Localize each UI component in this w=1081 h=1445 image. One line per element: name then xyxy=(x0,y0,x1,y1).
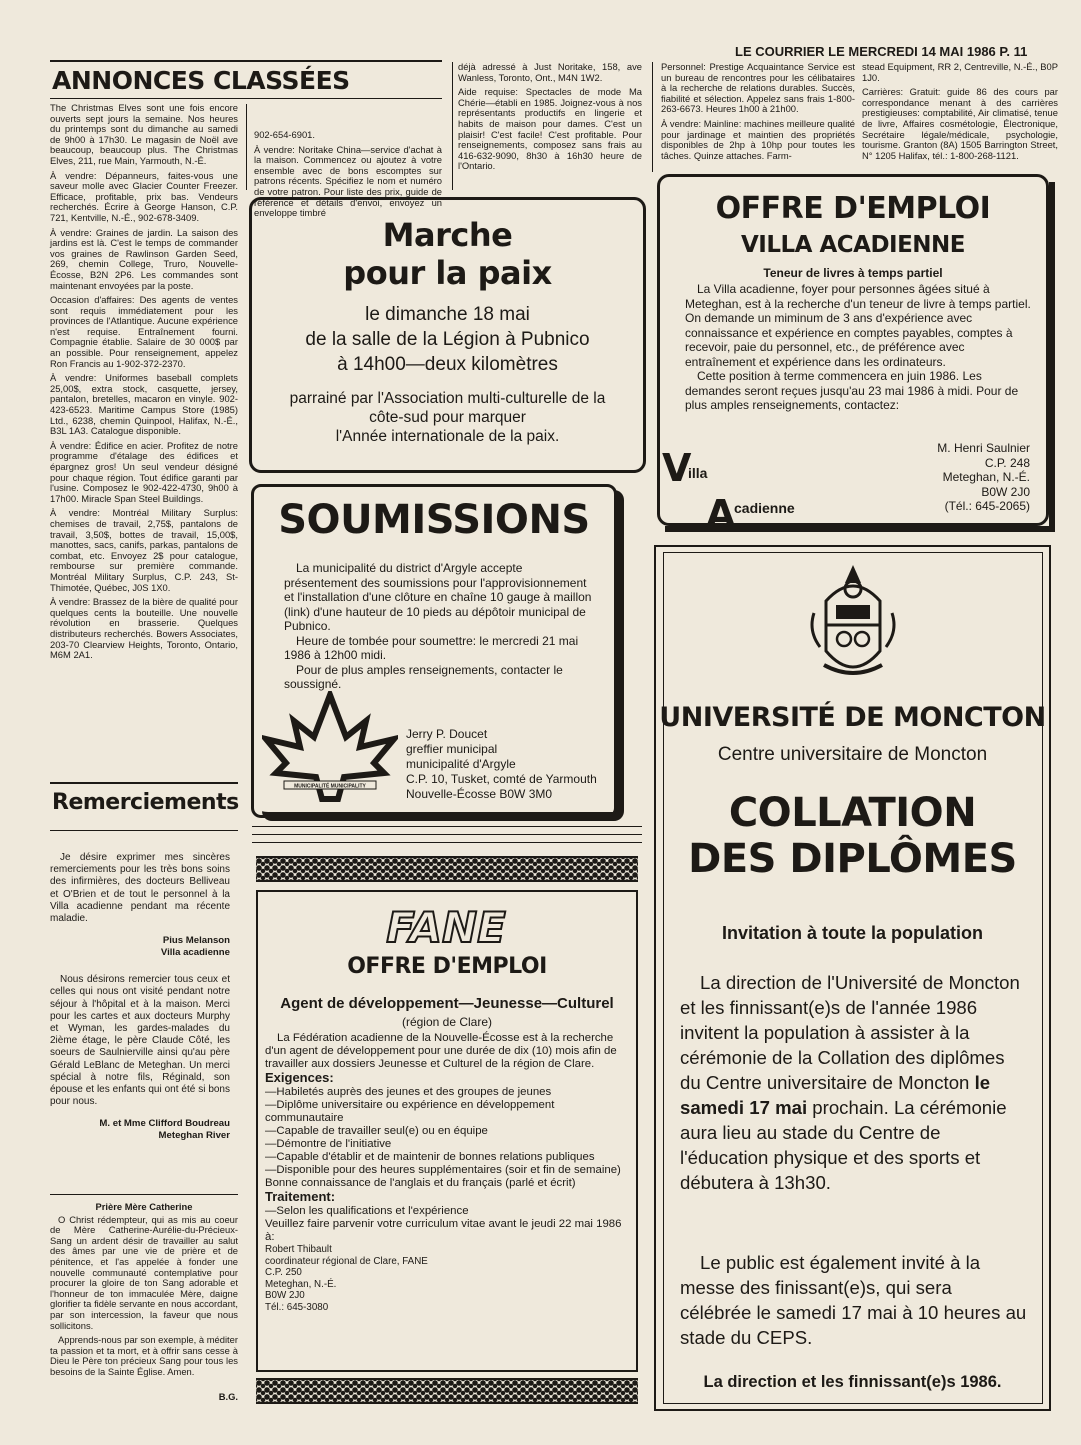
signature: M. et Mme Clifford Boudreau Meteghan River xyxy=(99,1118,230,1141)
logo-text: MUNICIPALITÉ MUNICIPALITY xyxy=(294,783,366,790)
classees-column-5 xyxy=(862,62,1058,165)
fane-cv: Veuillez faire parvenir votre curriculum vitae avant le jeudi 22 mai 1986 à: xyxy=(265,1218,622,1243)
villa-logo-cadienne: cadienne xyxy=(734,500,795,516)
soumissions-title: SOUMISSIONS xyxy=(278,497,590,543)
column-divider xyxy=(452,62,453,190)
marche-sponsor: parrainé par l'Association multi-culturelle de la côte-sud pour marquer l'Année internationale de la paix. xyxy=(289,390,606,445)
marche-paix-ad xyxy=(249,197,646,473)
fane-exigence: —Disponible pour des heures supplémentaires (soir et fin de semaine) xyxy=(265,1164,621,1176)
villa-text: La Villa acadienne, foyer pour personnes âgées situé à Meteghan, est à la recherche d'un teneur de livre à temps partiel. On demande un miminum de 3 ans d'expérience avec connaissance et expérience en comptes payables, comptes à recevoir, paie du personnel, etc., de préférence avec entraînement et expérience dans les ordinateurs. Cette position à terme commencera en juin 1986. Les demandes seront reçues jusqu'au 23 mai 1986 à midi. Pour de plus amples renseignements, contactez: xyxy=(685,282,1031,412)
classees-column-3 xyxy=(458,62,642,176)
univ-invitation: Invitation à toute la population xyxy=(722,923,983,943)
classee-item: À vendre: Dépanneurs, faites-vous une saveur molle avec Glacier Counter Freezer. Efficace, profitable, prix bas. Vendeurs recherchés. Écrire à George Hanson, C.P. 721, Kentville, N.-É., 902-678-3409. xyxy=(50,169,238,223)
fane-exigence: —Capable de travailler seul(e) ou en équipe xyxy=(265,1125,488,1137)
priere-title: Prière Mère Catherine xyxy=(95,1201,193,1212)
fane-post: Agent de développement—Jeunesse—Culturel xyxy=(280,995,614,1012)
fane-text: La Fédération acadienne de la Nouvelle-Écosse est à la recherche d'un agent de développement pour une durée de dix (10) mois afin de travailler aux dossiers Jeunesse et Culturel de la région de Clare. Exigences: —Habiletés auprès des jeunes et des groupes de jeunes —Diplôme universitaire ou expérience en développement communautaire —Capable de travailler seul(e) ou en équipe —Démontre de l'initiative —Capable d'établir et de maintenir de bonnes relations publiques —Disponible pour des heures supplémentaires (soir et fin de semaine) Bonne connaissance de l'anglais et du français (parlé et écrit) Traitement: —Selon les qualifications et l'expérience Veuillez faire parvenir votre curriculum vitae avant le jeudi 22 mai 1986 à: Robert Thibault coordinateur régional de Clare, FANE C.P. 250 Meteghan, N.-É. B0W 2J0 Tél.: 645-3080 xyxy=(265,1032,626,1314)
page-header: LE COURRIER LE MERCREDI 14 MAI 1986 P. 11 xyxy=(735,44,1028,59)
villa-logo-v: V xyxy=(662,446,691,490)
divider xyxy=(252,826,642,827)
priere-text: Prière Mère Catherine O Christ rédempteur, qui as mis au coeur de Mère Catherine-Aurélie-du-Précieux-Sang un ardent désir de travailler au salut des âmes par une vie de prière et de pénitence, et l'as appelée à fonder une nouvelle communauté contemplative pour procurer la gloire de ton Sang adorable et l'honneur de ton immaculée Mère, daigne glorifier ta fidèle servante en nous accordant, par son intercession, la faveur que nous sollicitons. Apprends-nous par son exemple, à méditer ta passion et ta mort, et à offrir sans cesse à Dieu le Père ton précieux Sang pour tous les besoins de la Sainte Église. Amen. B.G. xyxy=(50,1201,238,1402)
classee-item: À vendre: Montréal Military Surplus: chemises de travail, 2,75$, pantalons de travail, 3,50$, bottes de travail, 15,00$, manottes, sacs, canifs, parkas, pantalons de combat, etc. Envoyez 2$ pour catalogue, rembourse sur première commande. Montréal Military Surplus, C.P. 243, St-Thimotée, Québec, J0S 1X0. xyxy=(50,507,238,593)
univ-text-2: Le public est également invité à la messe des finissant(e)s, qui sera célébrée le samedi 17 mai à 10 heures au stade du CEPS. xyxy=(680,1252,1027,1348)
divider xyxy=(252,842,642,843)
classee-item: Aide requise: Spectacles de mode Ma Chérie—établi en 1985. Joignez-vous à nos représentants productifs en lingerie et habits de maison pour dames. C'est un plaisir! C'est facile! C'est profitable. Pour renseignements, composez sans frais au 416-632-9090, 8h30 à 16h30 heure de l'Ontario. xyxy=(458,86,642,172)
soumissions-text: La municipalité du district d'Argyle accepte présentement des soumissions pour l'approvisionnement et l'installation d'une clôture en chaîne 10 gauge à maillon (link) d'une hauteur de 10 pieds au dépôtoir municipal de Pubnico. Heure de tombée pour soumettre: le mercredi 21 mai 1986 à 12h00 midi. Pour de plus amples renseignements, contacter le soussigné. xyxy=(284,561,592,691)
univ-text-1: La direction de l'Université de Moncton et les finnissant(e)s de l'année 1986 invitent la population à assister à la cérémonie de la Collation des diplômes du Centre universitaire de Moncton le samedi 17 mai prochain. La cérémonie aura lieu au stade du Centre de l'éducation physique et des sports et débutera à 13h30. xyxy=(680,972,1020,1193)
fane-region: (région de Clare) xyxy=(401,1015,493,1029)
classee-item: Occasion d'affaires: Des agents de ventes sont requis immédiatement pour les provinces de l'Atlantique. Aucune expérience n'est requise. Entraînement fourni. Compagnie établie. Salaire de 30 000$ par an possible. Pour renseignement, appelez Ron Francis au 1-902-372-2370. xyxy=(50,294,238,369)
villa-subtitle: VILLA ACADIENNE xyxy=(740,232,966,258)
fane-address: Robert Thibault coordinateur régional de Clare, FANE C.P. 250 Meteghan, N.-É. B0W 2J0 Tél.: 645-3080 xyxy=(265,1244,428,1313)
classee-item: 902-654-6901. xyxy=(254,129,315,140)
priere-rule xyxy=(50,1194,238,1195)
fane-logo xyxy=(382,902,510,950)
classee-item: stead Equipment, RR 2, Centreville, N.-É., B0P 1J0. xyxy=(862,61,1058,83)
classee-item: À vendre: Brassez de la bière de qualité pour quelques cents la bouteille. Une nouvelle révolution en brasserie. Quelques distributeurs recherchés. Bowers Associates, 203-70 Clearview Heights, Toronto, Ontario, M6M 2A1. xyxy=(50,596,238,661)
top-rule xyxy=(50,60,442,62)
column-divider xyxy=(246,104,247,190)
classee-item: À vendre: Graines de jardin. La saison des jardins est là. C'est le temps de commander vos graines de Rawlinson Garden Seed, 269, chemin College, Truro, Nouvelle-Écosse, B2N 2P6. Les commandes sont maintenant envoyées par la poste. xyxy=(50,226,238,291)
pebble-border xyxy=(256,1378,638,1404)
univ-name: UNIVERSITÉ DE MONCTON xyxy=(659,702,1046,733)
soumissions-ad xyxy=(251,484,617,818)
villa-position: Teneur de livres à temps partiel xyxy=(763,266,943,280)
classee-item: À vendre: Uniformes baseball complets 25,00$, extra stock, casquette, jersey, pantalon, bretelles, macaron en vinyle. 902-423-6523. Maritime Campus Store (1985) Ltd., 6238, chemin Quinpool, Halifax, N.-É., B3L 1A3. Catalogue disponible. xyxy=(50,372,238,437)
univ-centre: Centre universitaire de Moncton xyxy=(717,744,988,765)
villa-shadow xyxy=(1049,182,1055,532)
classees-column-1 xyxy=(50,103,238,665)
classee-item: À vendre: Mainline: machines meilleure qualité pour jardinage et maintien des propriétés disponibles de 2hp à 10hp pour toutes les tâches. Quinze attaches. Farm- xyxy=(661,117,855,161)
remerciements-rule xyxy=(50,782,238,784)
classees-title: ANNONCES CLASSÉES xyxy=(52,66,350,95)
fane-exigence: —Démontre de l'initiative xyxy=(265,1138,392,1150)
classees-column-4 xyxy=(661,62,855,165)
svg-text:FANE: FANE xyxy=(386,903,506,950)
classee-item: À vendre: Noritake China—service d'achat à la maison. Commencez ou ajoutez à votre ensemble avec de bons escomptes sur patrons récents. Spécifiez le nom et numéro de votre patron. Pour liste des prix, guide de référence et détails d'envoi, envoyez un enveloppe timbré xyxy=(254,143,442,219)
marche-title: Marche pour la paix xyxy=(343,216,552,292)
soumissions-signature: Jerry P. Doucet greffier municipal municipalité d'Argyle C.P. 10, Tusket, comté de Yarmouth Nouvelle-Écosse B0W 3M0 xyxy=(406,727,597,801)
pebble-border xyxy=(256,856,638,882)
title-rule xyxy=(50,98,442,99)
fane-traitement-title: Traitement: xyxy=(265,1189,336,1204)
remerciements-title: Remerciements xyxy=(52,790,239,815)
fane-exigence: —Diplôme universitaire ou expérience en développement communautaire xyxy=(265,1099,555,1124)
villa-offre-emploi xyxy=(657,174,1049,526)
remerciements-rule xyxy=(50,830,238,831)
remerciements-text: Je désire exprimer mes sincères remerciements pour les très bons soins des infirmières, des docteurs Belliveau et O'Brien et de tout le personnel à la Villa acadienne pendant ma récente maladie. Pius Melanson Villa acadienne Nous désirons remercier tous ceux et celles qui nous ont visité pendant notre séjour à l'hôpital et à la maison. Merci pour les cartes et aux docteurs Murphy et Wyman, les gardes-malades du 2ième étage, le père Claude Côté, les soeurs de Saulnierville ainsi qu'au père Gérald LeBlanc de Meteghan. Un merci spécial à notre fils, Réginald, son épouse et les enfants qui ont été si bons pour nous. M. et Mme Clifford Boudreau Meteghan River xyxy=(50,852,230,1141)
villa-logo-a: A xyxy=(706,492,735,536)
fane-exigence: —Capable d'établir et de maintenir de bonnes relations publiques xyxy=(265,1151,595,1163)
univ-collation-title: COLLATION DES DIPLÔMES xyxy=(688,790,1017,882)
priere-signature: B.G. xyxy=(218,1390,238,1402)
signature: Pius Melanson Villa acadienne xyxy=(160,935,230,958)
classee-item: À vendre: Édifice en acier. Profitez de notre programme d'étalage des édifices et épargnez gros! Un seul vendeur désigné pour chaque région. Tout édifice garanti par l'usine. Composez le 902-422-4730, 9h00 à 17h00. Miracle Span Steel Buildings. xyxy=(50,439,238,504)
classee-item: Carrières: Gratuit: guide 86 des cours par correspondance menant à des carrières prestigieuses: comptabilité, Air climatisé, tenue de livre, Affaires cosmétologie, Électronique, Secrétaire légale/médicale, psychologie, tourisme. Granton (8A) 1505 Barrington Street, N° 1205 Halifax, tél.: 1-800-268-1121. xyxy=(862,86,1058,161)
classee-item: Personnel: Prestige Acquaintance Service est un bureau de rencontres pour les célibataires à la recherche de relations durables. Succès, fiabilité et sélection. Appelez sans frais 1-800-263-6673. Heures 1h00 à 21h00. xyxy=(661,61,855,115)
fane-exigence: —Habiletés auprès des jeunes et des groupes de jeunes xyxy=(265,1086,552,1098)
fane-traitement: —Selon les qualifications et l'expérience xyxy=(265,1205,469,1217)
marche-details: le dimanche 18 mai de la salle de la Légion à Pubnico à 14h00—deux kilomètres xyxy=(305,304,590,375)
fane-exigences-title: Exigences: xyxy=(265,1070,334,1085)
fane-offre-emploi xyxy=(256,890,638,1372)
classee-item: The Christmas Elves sont une fois encore ouverts sept jours la semaine. Nos heures du printemps sont du dimanche au samedi de 9h00 à 17h30. Le magasin de Noël ave beaucoup, beaucoup plus. The Christmas Elves, 211, rue Main, Yarmouth, N.-É. xyxy=(50,102,238,166)
villa-logo-illa: illa xyxy=(688,465,708,481)
divider xyxy=(252,834,642,835)
classee-item: déjà adressé à Just Noritake, 158, ave Wanless, Toronto, Ont., M4N 1W2. xyxy=(458,61,642,83)
fane-langues: Bonne connaissance de l'anglais et du français (parlé et écrit) xyxy=(265,1177,576,1189)
univ-signature: La direction et les finnissant(e)s 1986. xyxy=(703,1373,1002,1391)
villa-title: OFFRE D'EMPLOI xyxy=(715,191,991,226)
column-divider xyxy=(652,62,653,172)
fane-title: OFFRE D'EMPLOI xyxy=(347,954,547,979)
maple-leaf-logo xyxy=(262,691,398,803)
univ-inner-border xyxy=(663,552,1043,1404)
villa-address: M. Henri Saulnier C.P. 248 Meteghan, N.-É. B0W 2J0 (Tél.: 645-2065) xyxy=(937,441,1030,513)
